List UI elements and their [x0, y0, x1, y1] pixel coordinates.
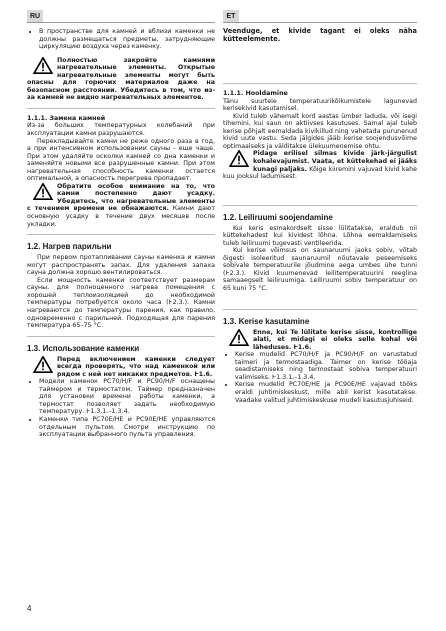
- section-title: 1.1.1. Замена камней: [27, 114, 106, 122]
- column-et: [223, 28, 417, 404]
- language-tab-et: ET: [223, 10, 239, 23]
- warning-text-bold: Обратите особое внимание на то, что камни постепенно дают усадку. Убедитесь, что нагревательные элементы с течением времени не обнажаются.: [27, 182, 215, 213]
- divider: [223, 205, 417, 206]
- warning-text: Kõige kiiremini vajuvad kivid kahe kuu jooksul ladumisest.: [223, 165, 417, 181]
- paragraph: Перекладывайте камни не реже одного раза в год, а при интенсивном использовании сауны - еще чаще. При этом удаляйте осколки камней со дна каменки и заменяйте новыми все разрушенные камни. При этом нагревательная способность каменки остается оптимальной, а опасность перегрева пропадает.: [27, 137, 215, 183]
- divider: [27, 336, 215, 337]
- list-item: • Kerise mudelid PC70E/HE ja PC90E/HE vajavad tööks eraldi juhtimiskeskust, mille abil kerist kasutatakse. Vaadake valitud juhtimiskeskuse mudeli kasutusjuhiseid.: [235, 381, 417, 404]
- warning-block: [223, 150, 417, 180]
- warning-text-bold: Перед включением каменки следует всегда проверять, что над каменкой или рядом с ней нет никаких предметов.: [57, 355, 215, 378]
- paragraph: Kivid tuleb vähemalt kord aastas ümber laduda, või isegi tihemini, kui saun on aktiivses kasutuses. Samal ajal tuleb kerise põhjalt eemaldada kivikillud ning vahetada purunenud kivid uute vastu. Seda jälgides jääb kerise soojendusvõime optimaalseks ja välditakse ülekuumenemise ohtu.: [223, 112, 417, 150]
- section-title: 1.1.1. Hooldamine: [223, 90, 288, 98]
- list-item: • В пространстве для камней и вблизи каменки не должны размещаться предметы, затрудняющие циркуляцию воздуха через каменку.: [39, 28, 215, 51]
- divider: [223, 309, 417, 310]
- paragraph: Из-за больших температурных колебаний при эксплуатации камни разрушаются.: [27, 122, 215, 138]
- section-heading: 1.2. Leiliruumi soojendamine: [223, 212, 333, 222]
- warning-block: [27, 57, 215, 102]
- usage-list: [27, 378, 215, 438]
- warning-text-bold: Enne, kui Te lülitate kerise sisse, kontrollige alati, et midagi ei oleks selle kohal või läheduses.: [253, 328, 417, 351]
- warning-icon: [33, 57, 53, 74]
- warning-icon: [229, 150, 249, 167]
- cross-reference: Ⱶ1.6.: [192, 370, 213, 378]
- usage-list: [223, 351, 417, 404]
- divider: [27, 108, 215, 109]
- section-heading: 1.3. Использование каменки: [27, 343, 140, 353]
- warning-icon: [33, 356, 53, 373]
- intro-warning: Veenduge, et kivide tagant ei oleks näha kütteelemente.: [223, 27, 417, 43]
- warning-text: Полностью закройте камнями нагревательные элементы. Открытые нагревательные элементы могут быть опасны для горючих материалов даже на безопасном расстоянии. Убедитесь в том, что из-за камней не видно нагревательных элементов.: [27, 56, 215, 102]
- paragraph: При первом протапливании сауны каменка и камни могут распространять запах. Для удаления запаха сауна должна хорошо вентилироваться.: [27, 254, 215, 277]
- warning-text: Камни дают основную усадку в течение двух месяцев после укладки.: [27, 205, 215, 228]
- divider: [27, 234, 215, 235]
- page-number: 4: [27, 604, 32, 613]
- column-ru: [27, 28, 215, 439]
- cross-reference: Ⱶ1.6.: [291, 343, 312, 351]
- warning-text-bold: Pidage erilisel silmas kivide järk-järgulist kohalevajumist. Vaata, et küttekehad ei jääks kunagi paljaks.: [253, 150, 417, 173]
- section-heading: 1.2. Нагрев парильни: [27, 242, 112, 252]
- language-tab-ru: RU: [27, 10, 43, 23]
- intro-list: [27, 28, 215, 51]
- warning-block: [27, 183, 215, 228]
- section-heading: 1.3. Kerise kasutamine: [223, 316, 310, 326]
- warning-icon: [33, 183, 53, 200]
- list-item: • Модели каменок PC70/H/F и PC90/H/F оснащены таймером и термостатом. Таймер предназначен для установки времени работы каменки, а термостат позволяет задать необходимую температуру. Ⱶ1.3.1.–1.3.4.: [39, 378, 215, 416]
- paragraph: Если мощность каменки соответствует размерам сауны, для полноценного нагрева помещения с хорошей теплоизоляцией до необходимой температуры потребуется около часа (Ⱶ2.3.). Камни нагреваются до температуры парения, как правило, одновременно с парильней. Подходящая для парения температура 65–75 °C.: [27, 276, 215, 330]
- list-item: • Kerise mudelid PC70/H/F ja PC90/H/F on varustatud taimeri ja termostaadiga. Taimer on kerise tööaja seadistamiseks ning termostaat sobiva temperatuuri valimiseks. Ⱶ1.3.1.–1.3.4.: [235, 351, 417, 381]
- paragraph: Kui keris esmakordselt sisse lülitatakse, eraldub nii küttekehadest kui kividest lõhna. Lõhna eemaldamiseks tuleb leiliruumi tugevasti ventileerida.: [223, 224, 417, 247]
- warning-block: [223, 329, 417, 352]
- paragraph: Tänu suurtele temperatuurikõikumistele lagunevad kerisekivid kasutamisel.: [223, 97, 417, 113]
- header-rule-right: [223, 22, 417, 23]
- divider: [223, 83, 417, 84]
- warning-block: [27, 356, 215, 379]
- header-rule-left: [27, 22, 215, 23]
- list-item: • Каменки типа PC70E/HE и PC90E/HE управляются отдельным пультом. Смотри инструкцию по эксплуатации выбранного пульта управления.: [39, 416, 215, 439]
- warning-icon: [229, 329, 249, 346]
- paragraph: Kui kerise võimsus on saunaruumi jaoks sobiv, võtab õigesti isoleeritud saunaruumil nõutavale peseemiseks sobivale temperatuurile jõudmine aega umbes ühe tunni (Ⱶ2.3.). Kivid kuumenevad leilitemperatuurini reeglina samaaegselt leiliruumiga. Leiliruumi sobiv temperatuur on 65 kuni 75 °C.: [223, 247, 417, 293]
